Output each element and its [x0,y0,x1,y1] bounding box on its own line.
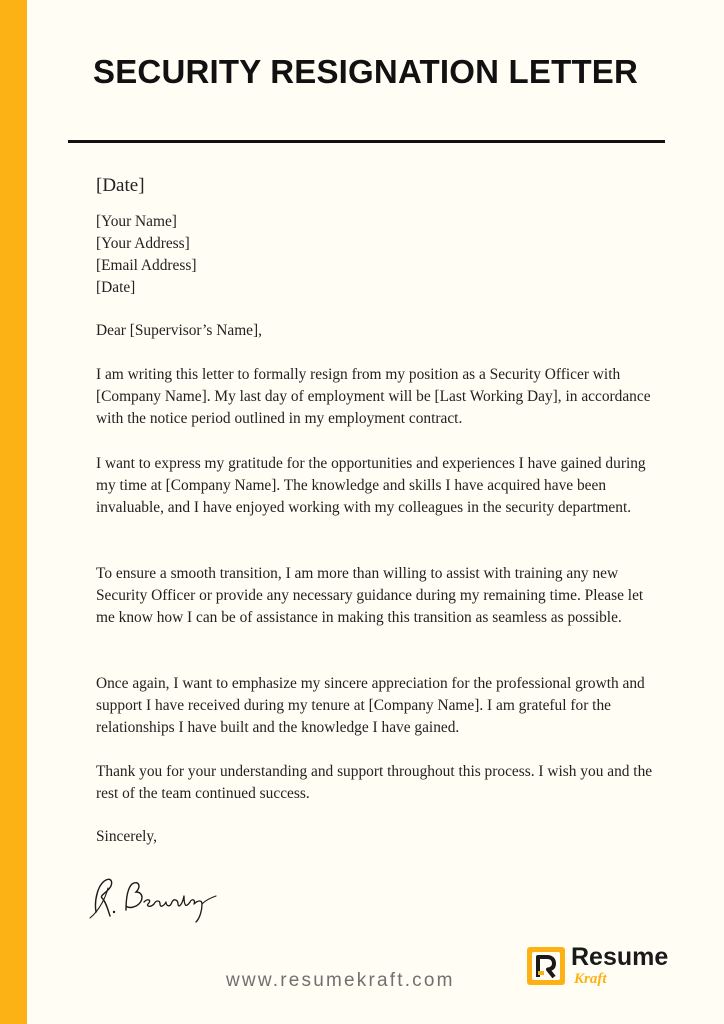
logo-wordmark: Resume [571,943,669,971]
closing: Sincerely, [96,828,157,845]
website-url[interactable]: www.resumekraft.com [226,970,455,991]
paragraph-thanks: Thank you for your understanding and support throughout this process. I wish you and the rest of the team continued success. [96,763,653,802]
letter-title: SECURITY RESIGNATION LETTER [93,53,639,90]
logo-subtitle: Kraft [574,971,607,987]
accent-side-bar [0,0,27,1024]
resume-logo-icon [527,947,565,985]
title-divider [68,140,665,143]
paragraph-resignation: I am writing this letter to formally resign from my position as a Security Officer with [Company Name]. My last day of employment will be [Last Working Day], in accordance with the notice period outlined in my employment contract. [96,366,651,427]
handwritten-signature [86,866,226,926]
sender-address-line: [Your Address] [96,235,190,252]
paragraph-transition: To ensure a smooth transition, I am more than willing to assist with training any new Security Officer or provide any necessary guidance during my remaining time. Please let me know how I can be of assistance in making this transition as seamless as possible. [96,565,644,626]
paragraph-appreciation: Once again, I want to emphasize my sincere appreciation for the professional growth and support I have received during my tenure at [Company Name]. I am grateful for the relationships I have built and the knowledge I have gained. [96,675,645,736]
date-heading: [Date] [96,175,145,196]
paragraph-gratitude: I want to express my gratitude for the opportunities and experiences I have gained during my time at [Company Name]. The knowledge and skills I have acquired have been invaluable, and I have enjoyed working with my colleagues in the security department. [96,455,646,516]
sender-email-line: [Email Address] [96,257,197,274]
sender-address-block [96,211,656,299]
sender-date-line: [Date] [96,279,136,296]
salutation: Dear [Supervisor’s Name], [96,322,262,339]
brand-logo [527,943,687,991]
sender-name-line: [Your Name] [96,213,177,230]
